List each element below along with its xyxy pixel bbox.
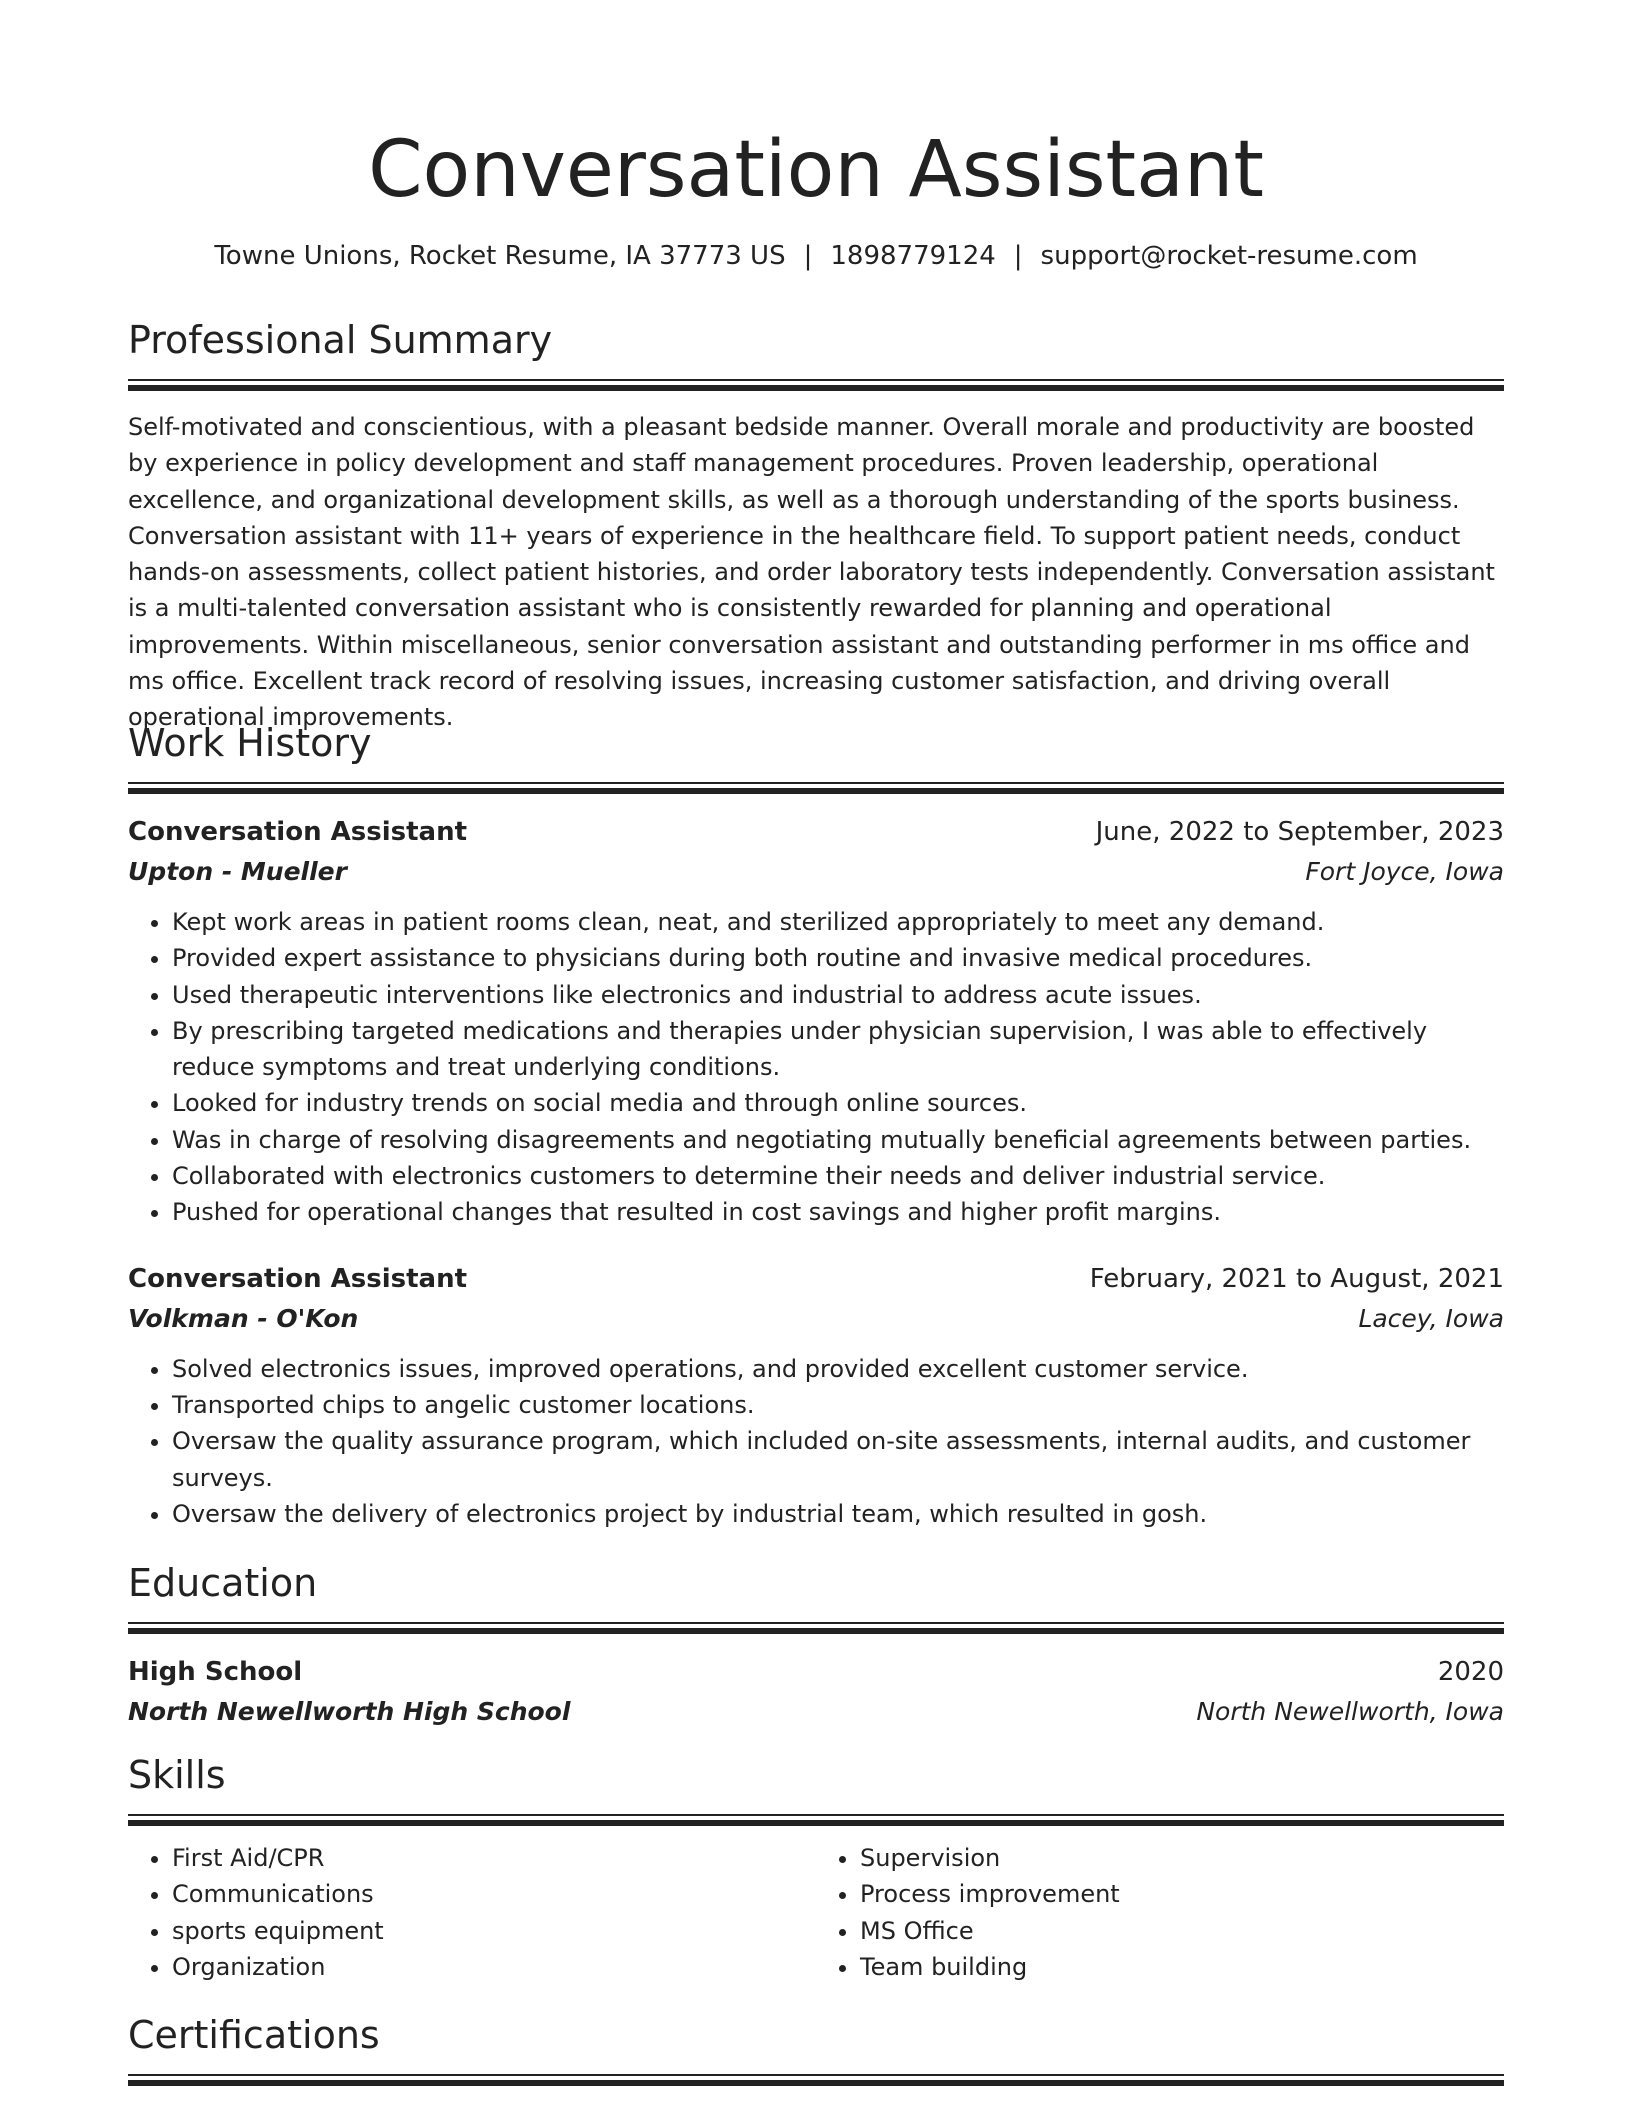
education-section <box>128 1558 1504 1732</box>
skills-list-right <box>816 1840 1504 1985</box>
contact-separator: | <box>1013 241 1023 271</box>
section-rule-thick <box>128 1628 1504 1634</box>
job-location: Fort Joyce, Iowa <box>1305 857 1504 886</box>
skill-item: • Communications <box>172 1876 816 1912</box>
section-rule <box>128 1622 1504 1624</box>
education-location: North Newellworth, Iowa <box>1196 1697 1504 1726</box>
summary-heading: Professional Summary <box>128 318 553 362</box>
list-item: • Looked for industry trends on social media and through online sources. <box>172 1085 1504 1121</box>
section-rule <box>128 782 1504 784</box>
skills-list-left <box>128 1840 816 1985</box>
job-entry <box>128 812 1504 1231</box>
section-rule <box>128 379 1504 381</box>
section-rule-thick <box>128 385 1504 391</box>
section-rule-thick <box>128 788 1504 794</box>
section-rule-thick <box>128 2080 1504 2086</box>
education-degree: High School <box>128 1657 303 1687</box>
job-bullets <box>128 1351 1504 1532</box>
education-year: 2020 <box>1437 1657 1504 1687</box>
job-dates: June, 2022 to September, 2023 <box>1095 817 1504 847</box>
certifications-section <box>128 2010 1504 2086</box>
job-entry <box>128 1259 1504 1532</box>
summary-text: Self-motivated and conscientious, with a pleasant bedside manner. Overall morale and productivity are boosted by experience in policy development and staff management procedures. Proven leadership, operational excellence, and organizational development skills, as well as a thorough understanding of the sports business. Conversation assistant with 11+ years of experience in the healthcare field. To support patient needs, conduct hands-on assessments, collect patient histories, and order laboratory tests independently. Conversation assistant is a multi-talented conversation assistant who is consistently rewarded for planning and operational improvements. Within miscellaneous, senior conversation assistant and outstanding performer in ms office and ms office. Excellent track record of resolving issues, increasing customer satisfaction, and driving overall operational improvements. <box>128 413 1495 732</box>
list-item: • Provided expert assistance to physicians during both routine and invasive medical procedures. <box>172 940 1504 976</box>
list-item: • Oversaw the quality assurance program, which included on-site assessments, internal audits, and customer surveys. <box>172 1423 1504 1496</box>
skills-heading: Skills <box>128 1753 226 1797</box>
list-item: • Was in charge of resolving disagreements and negotiating mutually beneficial agreements between parties. <box>172 1122 1504 1158</box>
skills-columns <box>128 1840 1504 1985</box>
section-rule-thick <box>128 1820 1504 1826</box>
list-item: • Collaborated with electronics customers to determine their needs and deliver industrial service. <box>172 1158 1504 1194</box>
job-title: Conversation Assistant <box>128 1263 468 1294</box>
list-item: • Kept work areas in patient rooms clean, neat, and sterilized appropriately to meet any demand. <box>172 904 1504 940</box>
education-heading: Education <box>128 1561 318 1605</box>
skill-item: • Team building <box>860 1949 1504 1985</box>
skill-item: • sports equipment <box>172 1913 816 1949</box>
skill-item: • Organization <box>172 1949 816 1985</box>
education-entry <box>128 1652 1504 1732</box>
job-bullets <box>128 904 1504 1231</box>
summary-section <box>128 315 1504 736</box>
list-item: • Solved electronics issues, improved operations, and provided excellent customer service. <box>172 1351 1504 1387</box>
contact-phone: 1898779124 <box>830 241 996 271</box>
job-dates: February, 2021 to August, 2021 <box>1089 1263 1504 1294</box>
section-rule <box>128 1814 1504 1816</box>
work-history-heading: Work History <box>128 721 372 765</box>
contact-separator: | <box>803 241 813 271</box>
certifications-heading: Certifications <box>128 2013 380 2057</box>
job-company: Upton - Mueller <box>128 857 347 886</box>
section-rule <box>128 2074 1504 2076</box>
resume-name: Conversation Assistant <box>368 125 1264 215</box>
contact-address: Towne Unions, Rocket Resume, IA 37773 US <box>214 241 786 271</box>
list-item: • By prescribing targeted medications and therapies under physician supervision, I was able to effectively reduce symptoms and treat underlying conditions. <box>172 1013 1504 1086</box>
job-location: Lacey, Iowa <box>1358 1303 1504 1333</box>
work-history-section <box>128 718 1504 1532</box>
skill-item: • Supervision <box>860 1840 1504 1876</box>
job-title: Conversation Assistant <box>128 817 468 847</box>
skill-item: • MS Office <box>860 1913 1504 1949</box>
skill-item: • First Aid/CPR <box>172 1840 816 1876</box>
contact-line <box>128 236 1504 276</box>
skills-section <box>128 1750 1504 1985</box>
skill-item: • Process improvement <box>860 1876 1504 1912</box>
list-item: • Used therapeutic interventions like electronics and industrial to address acute issues. <box>172 977 1504 1013</box>
list-item: • Transported chips to angelic customer locations. <box>172 1387 1504 1423</box>
contact-email: support@rocket-resume.com <box>1040 241 1418 271</box>
list-item: • Pushed for operational changes that resulted in cost savings and higher profit margins. <box>172 1194 1504 1230</box>
job-company: Volkman - O'Kon <box>128 1303 359 1333</box>
list-item: • Oversaw the delivery of electronics project by industrial team, which resulted in gosh. <box>172 1496 1504 1532</box>
education-school: North Newellworth High School <box>128 1697 571 1726</box>
